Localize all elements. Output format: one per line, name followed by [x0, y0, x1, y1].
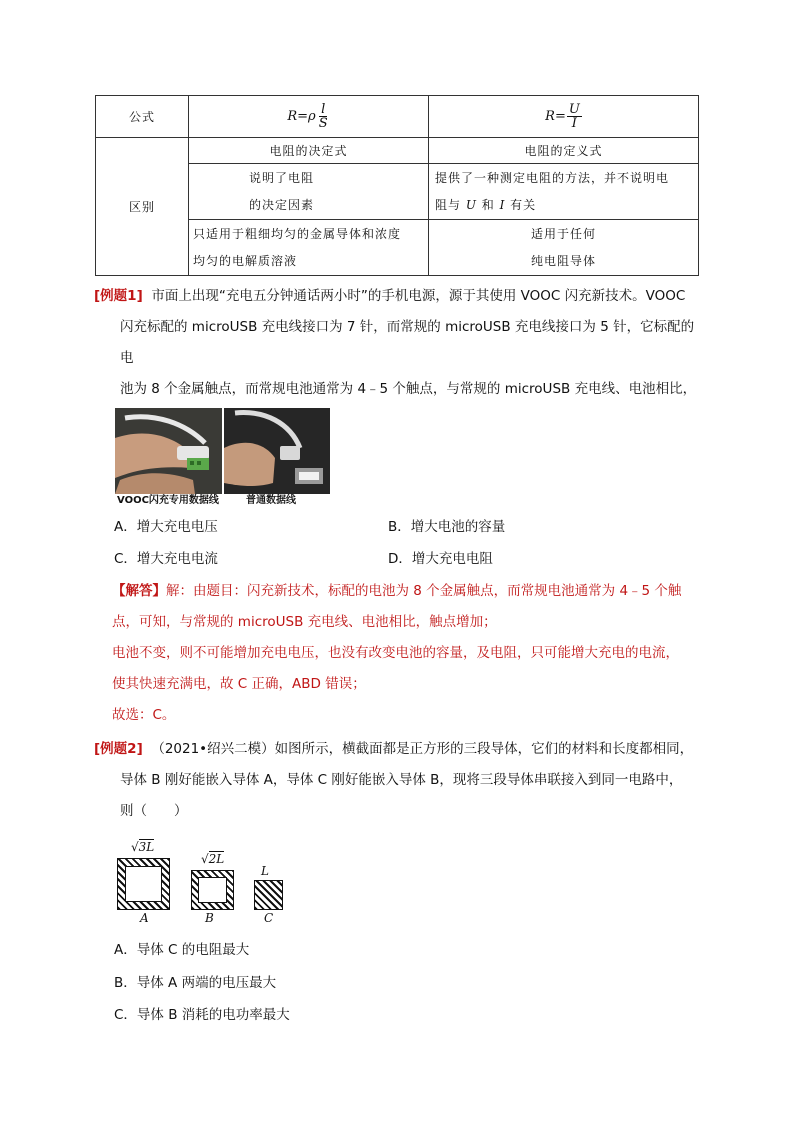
example2-tag: [例题2]: [94, 741, 143, 757]
label-c: C: [264, 911, 274, 925]
formula-label: 公式: [96, 96, 189, 138]
ex1-option-b[interactable]: B．增大电池的容量: [388, 519, 506, 535]
conductor-b: [191, 870, 234, 910]
conductor-a: [117, 858, 170, 910]
ex1-option-a[interactable]: A．增大充电电压: [114, 519, 218, 535]
label-c-top: L: [261, 864, 269, 878]
caption-vooc-cable: VOOC闪充专用数据线: [117, 495, 219, 506]
answer-line5: 故选：C。: [112, 707, 176, 723]
difference-label: 区别: [96, 138, 189, 276]
conductor-c: [254, 880, 283, 910]
cable-photo: [115, 408, 330, 494]
answer-line4: 使其快速充满电，故 C 正确，ABD 错误；: [112, 676, 366, 692]
determinant-cell: 电阻的决定式: [189, 138, 429, 164]
example1-line3: 池为 8 个金属触点，而常规电池通常为 4﹣5 个触点，与常规的 microUSB 充电线、电池相比，: [120, 381, 697, 397]
ex1-answer: [112, 576, 712, 731]
ex2-option-a[interactable]: A．导体 C 的电阻最大: [114, 942, 250, 958]
label-a: A: [140, 911, 149, 925]
ex2-option-c[interactable]: C．导体 B 消耗的电功率最大: [114, 1007, 290, 1023]
label-b: B: [205, 911, 214, 925]
definition-meaning-cell: 提供了一种测定电阻的方法，并不说明电 阻与 U 和 I 有关: [429, 164, 699, 220]
answer-line2: 点，可知，与常规的 microUSB 充电线、电池相比，触点增加；: [112, 614, 497, 630]
example2-line2: 导体 B 刚好能嵌入导体 A，导体 C 刚好能嵌入导体 B，现将三段导体串联接入到同一电路中，: [120, 772, 683, 788]
definition-scope-cell: 适用于任何 纯电阻导体: [429, 220, 699, 276]
example2-line3: 则（ ）: [120, 803, 188, 819]
label-a-top: √3L: [131, 840, 155, 854]
example1-tag: [例题1]: [94, 288, 143, 304]
example2-question: [94, 734, 704, 827]
ex1-option-d[interactable]: D．增大充电电阻: [388, 551, 493, 567]
caption-normal-cable: 普通数据线: [246, 495, 296, 506]
determinant-meaning-cell: 说明了电阻 的决定因素: [189, 164, 429, 220]
ex1-option-c[interactable]: C．增大充电电流: [114, 551, 218, 567]
answer-tag: 【解答】: [112, 583, 166, 599]
resistance-definition-formula: R= $\frac{U}{I}$: [429, 96, 699, 138]
example1-line2: 闪充标配的 microUSB 充电线接口为 7 针，而常规的 microUSB 充电线接口为 5 针，它标配的电: [120, 319, 695, 366]
comparison-table: [95, 95, 699, 276]
example2-line1: （2021•绍兴二模）如图所示，横截面都是正方形的三段导体，它们的材料和长度都相同，: [151, 741, 694, 757]
answer-line3: 电池不变，则不可能增加充电电压，也没有改变电池的容量，及电阻，只可能增大充电的电流，: [112, 645, 679, 661]
definition-cell: 电阻的定义式: [429, 138, 699, 164]
resistance-determinant-formula: R=ρ $\frac{l}{S}$: [189, 96, 429, 138]
example1-line1: 市面上出现“充电五分钟通话两小时”的手机电源，源于其使用 VOOC 闪充新技术。VOOC: [151, 288, 686, 304]
answer-line1: 解：由题目：闪充新技术，标配的电池为 8 个金属触点，而常规电池通常为 4﹣5 个触: [166, 583, 682, 599]
ex2-option-b[interactable]: B．导体 A 两端的电压最大: [114, 975, 277, 991]
determinant-scope-cell: 只适用于粗细均匀的金属导体和浓度 均匀的电解质溶液: [189, 220, 429, 276]
label-b-top: √2L: [201, 852, 225, 866]
